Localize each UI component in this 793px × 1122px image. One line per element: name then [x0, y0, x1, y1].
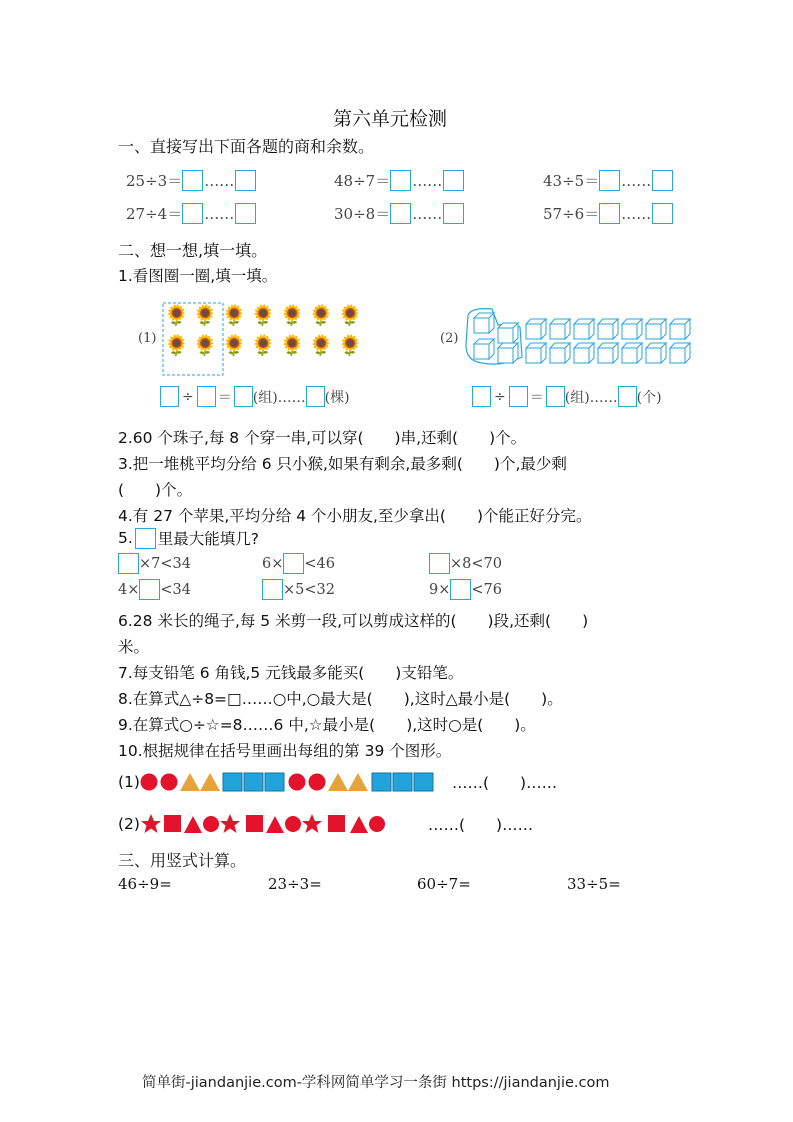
q5-item: ×7<34	[118, 553, 191, 574]
answer-box[interactable]	[450, 579, 471, 600]
question-3: 3.把一堆桃平均分给 6 只小猴,如果有剩余,最多剩( )个,最少剩	[118, 455, 567, 473]
section1-heading: 一、直接写出下面各题的商和余数。	[118, 137, 375, 156]
red-square-icon	[164, 815, 181, 832]
blue-square-icon	[244, 773, 263, 791]
pattern-1-answer: ……( )……	[451, 774, 558, 792]
red-circle-icon	[369, 816, 385, 832]
question-10: 10.根据规律在括号里画出每组的第 39 个图形。	[118, 742, 452, 760]
answer-box[interactable]	[235, 170, 256, 191]
red-triangle-icon	[266, 816, 284, 833]
pattern-1-shapes	[140, 772, 452, 792]
cube-icon	[646, 319, 666, 339]
q5-item: 4× <34	[118, 579, 191, 600]
answer-box[interactable]	[262, 579, 283, 600]
blue-square-icon	[223, 773, 242, 791]
cube-icon	[550, 319, 570, 339]
division-item: 25÷3＝ ……	[126, 170, 256, 191]
section2-heading: 二、想一想,填一填。	[118, 241, 268, 260]
cube-icon	[526, 343, 546, 363]
question-7: 7.每支铅笔 6 角钱,5 元钱最多能买( )支铅笔。	[118, 664, 464, 682]
answer-box[interactable]	[390, 203, 411, 224]
sunflower-icon: 🌻	[308, 333, 334, 357]
division-item: 27÷4＝ ……	[126, 203, 256, 224]
orange-triangle-icon	[348, 773, 368, 791]
orange-triangle-icon	[200, 773, 220, 791]
red-triangle-icon	[350, 816, 368, 833]
sunflower-icon: 🌻	[337, 303, 363, 327]
sunflower-icon: 🌻	[308, 303, 334, 327]
sunflower-icon: 🌻	[221, 333, 247, 357]
question-3-cont: ( )个。	[118, 481, 193, 499]
red-circle-icon	[140, 774, 157, 791]
answer-box	[135, 528, 156, 549]
sunflower-icon: 🌻	[164, 303, 189, 327]
answer-box[interactable]	[429, 553, 450, 574]
question-5: 5. 里最大能填几?	[118, 529, 260, 548]
red-star-icon	[302, 814, 322, 833]
question-4: 4.有 27 个苹果,平均分给 4 个小朋友,至少拿出( )个能正好分完。	[118, 507, 592, 525]
answer-box[interactable]	[235, 203, 256, 224]
answer-box[interactable]	[390, 170, 411, 191]
red-square-icon	[246, 815, 263, 832]
section3-heading: 三、用竖式计算。	[118, 851, 247, 870]
cube-icon	[498, 323, 518, 343]
page-title: 第六单元检测	[333, 108, 448, 130]
cube-icon	[498, 343, 518, 363]
red-circle-icon	[308, 774, 325, 791]
q5-item: 9× <76	[429, 579, 502, 600]
sunflower-icon: 🌻	[164, 333, 189, 357]
answer-box[interactable]	[443, 170, 464, 191]
sunflower-icon: 🌻	[279, 333, 305, 357]
answer-box[interactable]	[546, 386, 565, 407]
figure2-label: (2)	[440, 331, 459, 346]
calc-item: 33÷5=	[567, 875, 621, 893]
sunflower-icon: 🌻	[192, 333, 218, 357]
red-circle-icon	[288, 774, 305, 791]
division-item: 57÷6＝ ……	[543, 203, 673, 224]
red-circle-icon	[203, 816, 219, 832]
calc-item: 60÷7=	[417, 875, 471, 893]
division-item: 30÷8＝ ……	[334, 203, 464, 224]
red-circle-icon	[285, 816, 301, 832]
sunflower-icon: 🌻	[279, 303, 305, 327]
question-9: 9.在算式○÷☆=8……6 中,☆最小是( ),这时○是( )。	[118, 716, 536, 734]
cube-figure	[462, 305, 707, 370]
answer-box[interactable]	[197, 386, 216, 407]
pattern-1: (1) ……( )……	[118, 773, 558, 792]
cube-icon	[670, 319, 690, 339]
blue-square-icon	[372, 773, 391, 791]
cube-icon	[574, 343, 594, 363]
cube-icon	[474, 339, 494, 359]
question-1: 1.看图圈一圈,填一填。	[118, 267, 278, 285]
cube-icon	[670, 343, 690, 363]
answer-box[interactable]	[618, 386, 637, 407]
division-item: 48÷7＝ ……	[334, 170, 464, 191]
question-2: 2.60 个珠子,每 8 个穿一串,可以穿( )串,还剩( )个。	[118, 429, 527, 447]
sunflower-icon: 🌻	[337, 333, 363, 357]
red-square-icon	[328, 815, 345, 832]
pattern-2-answer: ……( )……	[427, 816, 534, 834]
figure2-equation: ÷ ＝ (组)…… (个)	[472, 386, 662, 407]
blue-square-icon	[265, 773, 284, 791]
q5-item: ×5<32	[262, 579, 335, 600]
blue-square-icon	[393, 773, 412, 791]
orange-triangle-icon	[180, 773, 200, 791]
answer-box[interactable]	[443, 203, 464, 224]
answer-box[interactable]	[139, 579, 160, 600]
calc-item: 46÷9=	[118, 875, 172, 893]
cube-icon	[574, 319, 594, 339]
answer-box[interactable]	[652, 203, 673, 224]
red-circle-icon	[160, 774, 177, 791]
cube-icon	[550, 343, 570, 363]
answer-box[interactable]	[472, 386, 491, 407]
answer-box[interactable]	[234, 386, 253, 407]
division-item: 43÷5＝ ……	[543, 170, 673, 191]
answer-box[interactable]	[509, 386, 528, 407]
sunflower-icon: 🌻	[221, 303, 247, 327]
answer-box[interactable]	[160, 386, 179, 407]
q5-item: 6× <46	[262, 553, 335, 574]
sunflower-icon: 🌻	[250, 303, 276, 327]
answer-box[interactable]	[306, 386, 325, 407]
calc-item: 23÷3=	[268, 875, 322, 893]
answer-box[interactable]	[599, 170, 620, 191]
cube-icon	[598, 319, 618, 339]
pattern-2: (2) ……( )……	[118, 815, 534, 834]
question-6-cont: 米。	[118, 638, 150, 656]
cube-icon	[622, 343, 642, 363]
footer-text: 简单街-jiandanjie.com-学科网简单学习一条街 https://jiandanjie.com	[142, 1075, 610, 1091]
blue-square-icon	[414, 773, 433, 791]
sunflower-icon: 🌻	[192, 303, 218, 327]
sunflower-grid	[164, 303, 370, 357]
red-triangle-icon	[184, 816, 202, 833]
answer-box[interactable]	[599, 203, 620, 224]
figure1-label: (1)	[138, 331, 157, 346]
answer-box[interactable]	[283, 553, 304, 574]
cube-icon	[474, 313, 494, 333]
cube-icon	[526, 319, 546, 339]
q5-item: ×8<70	[429, 553, 502, 574]
question-6: 6.28 米长的绳子,每 5 米剪一段,可以剪成这样的( )段,还剩( )	[118, 612, 589, 630]
answer-box[interactable]	[182, 203, 203, 224]
question-8: 8.在算式△÷8=□……○中,○最大是( ),这时△最小是( )。	[118, 690, 563, 708]
answer-box[interactable]	[118, 553, 139, 574]
figure1-equation: ÷ ＝ (组)…… (棵)	[160, 386, 350, 407]
answer-box[interactable]	[182, 170, 203, 191]
cube-icon	[622, 319, 642, 339]
red-star-icon	[220, 814, 240, 833]
cube-icon	[646, 343, 666, 363]
orange-triangle-icon	[328, 773, 348, 791]
red-star-icon	[141, 814, 161, 833]
pattern-2-shapes	[140, 813, 428, 835]
cube-icon	[598, 343, 618, 363]
answer-box[interactable]	[652, 170, 673, 191]
sunflower-icon: 🌻	[250, 333, 276, 357]
